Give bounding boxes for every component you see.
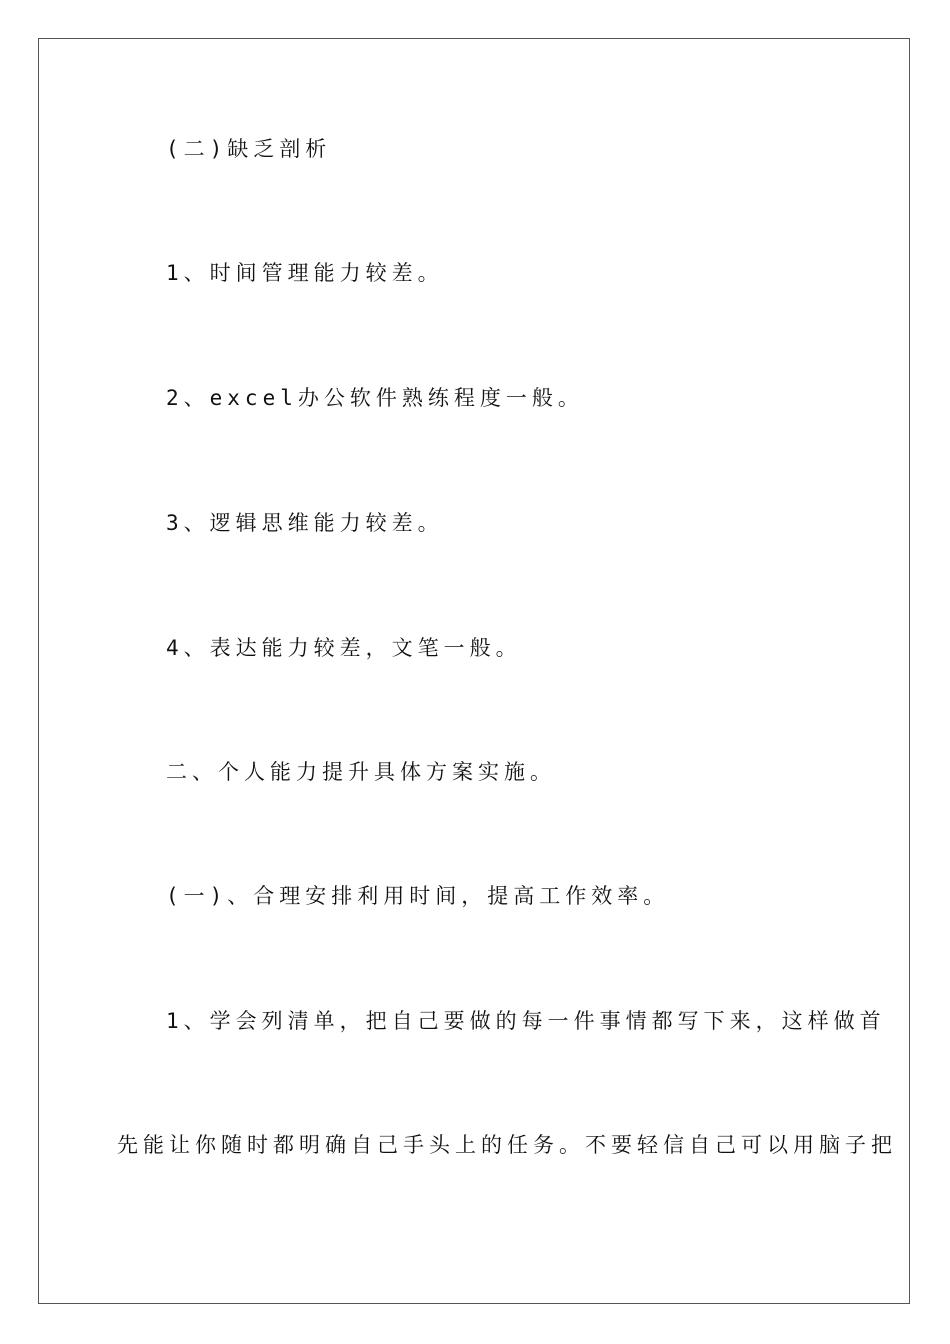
list-item-excel-skill: 2、excel办公软件熟练程度一般。 xyxy=(166,386,584,410)
section-heading-improvement-plan: 二、个人能力提升具体方案实施。 xyxy=(166,760,556,784)
paragraph-line-1: 1、学会列清单，把自己要做的每一件事情都写下来，这样做首 xyxy=(166,1009,886,1033)
subsection-heading-time-arrangement: (一)、合理安排利用时间，提高工作效率。 xyxy=(166,884,670,908)
page-frame xyxy=(38,38,910,1304)
list-item-logical-thinking: 3、逻辑思维能力较差。 xyxy=(166,511,444,535)
section-heading-deficiency-analysis: (二)缺乏剖析 xyxy=(166,137,332,161)
paragraph-line-2: 先能让你随时都明确自己手头上的任务。不要轻信自己可以用脑子把 xyxy=(117,1133,897,1157)
list-item-time-management: 1、时间管理能力较差。 xyxy=(166,261,444,285)
list-item-expression-ability: 4、表达能力较差，文笔一般。 xyxy=(166,636,522,660)
